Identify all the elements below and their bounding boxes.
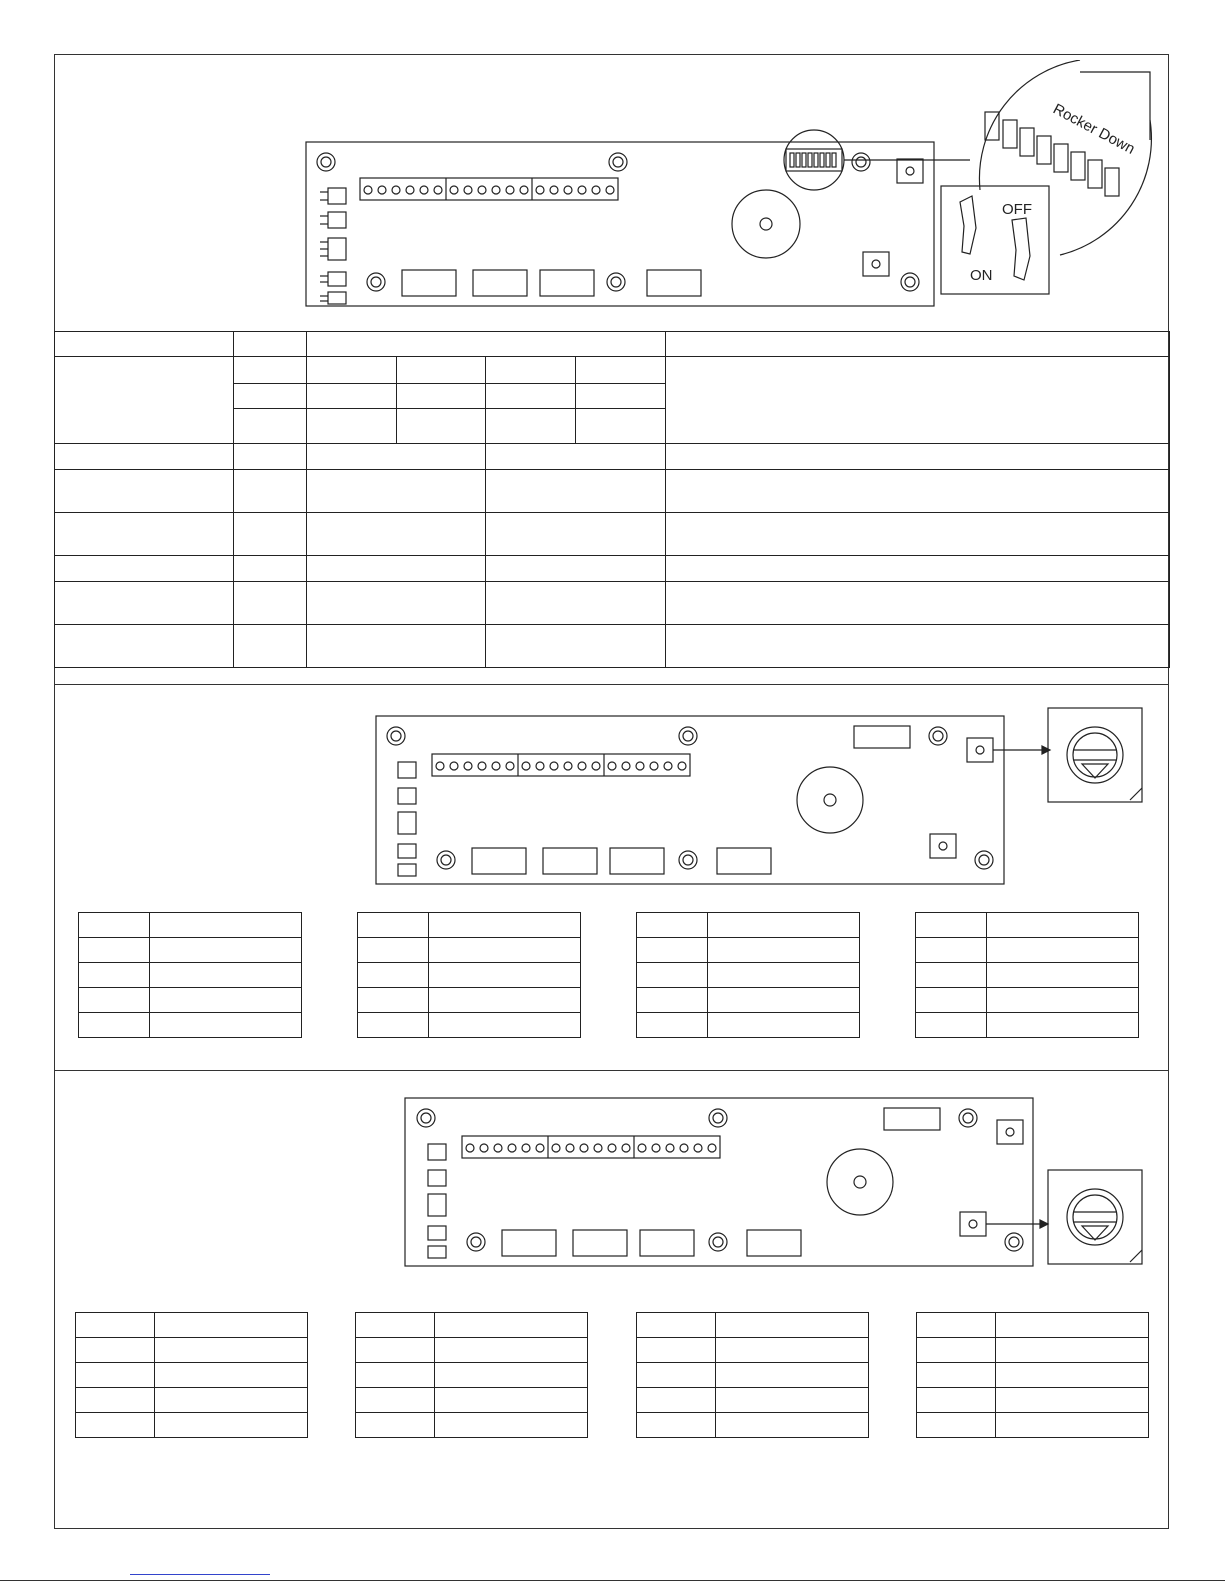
footer-link-underline[interactable]	[130, 1574, 270, 1575]
pcb-diagram-middle	[370, 700, 1160, 890]
pot1-table-4	[915, 912, 1139, 1038]
pot2-table-4	[916, 1312, 1149, 1438]
pot1-table-1	[78, 912, 302, 1038]
off-label: OFF	[1002, 201, 1032, 218]
pcb-diagram-top	[300, 60, 1170, 310]
pot1-table-3	[636, 912, 860, 1038]
section-divider	[54, 684, 1169, 685]
pot1-table-2	[357, 912, 581, 1038]
dip-settings-table	[54, 331, 1170, 668]
pcb-diagram-bottom	[400, 1090, 1165, 1280]
pot2-table-1	[75, 1312, 308, 1438]
section-divider	[54, 1070, 1169, 1071]
pot2-table-3	[636, 1312, 869, 1438]
pot2-table-2	[355, 1312, 588, 1438]
page-bottom-rule	[0, 1580, 1225, 1581]
rocker-down-label: Rocker Down	[1050, 100, 1138, 158]
on-label: ON	[970, 267, 993, 284]
